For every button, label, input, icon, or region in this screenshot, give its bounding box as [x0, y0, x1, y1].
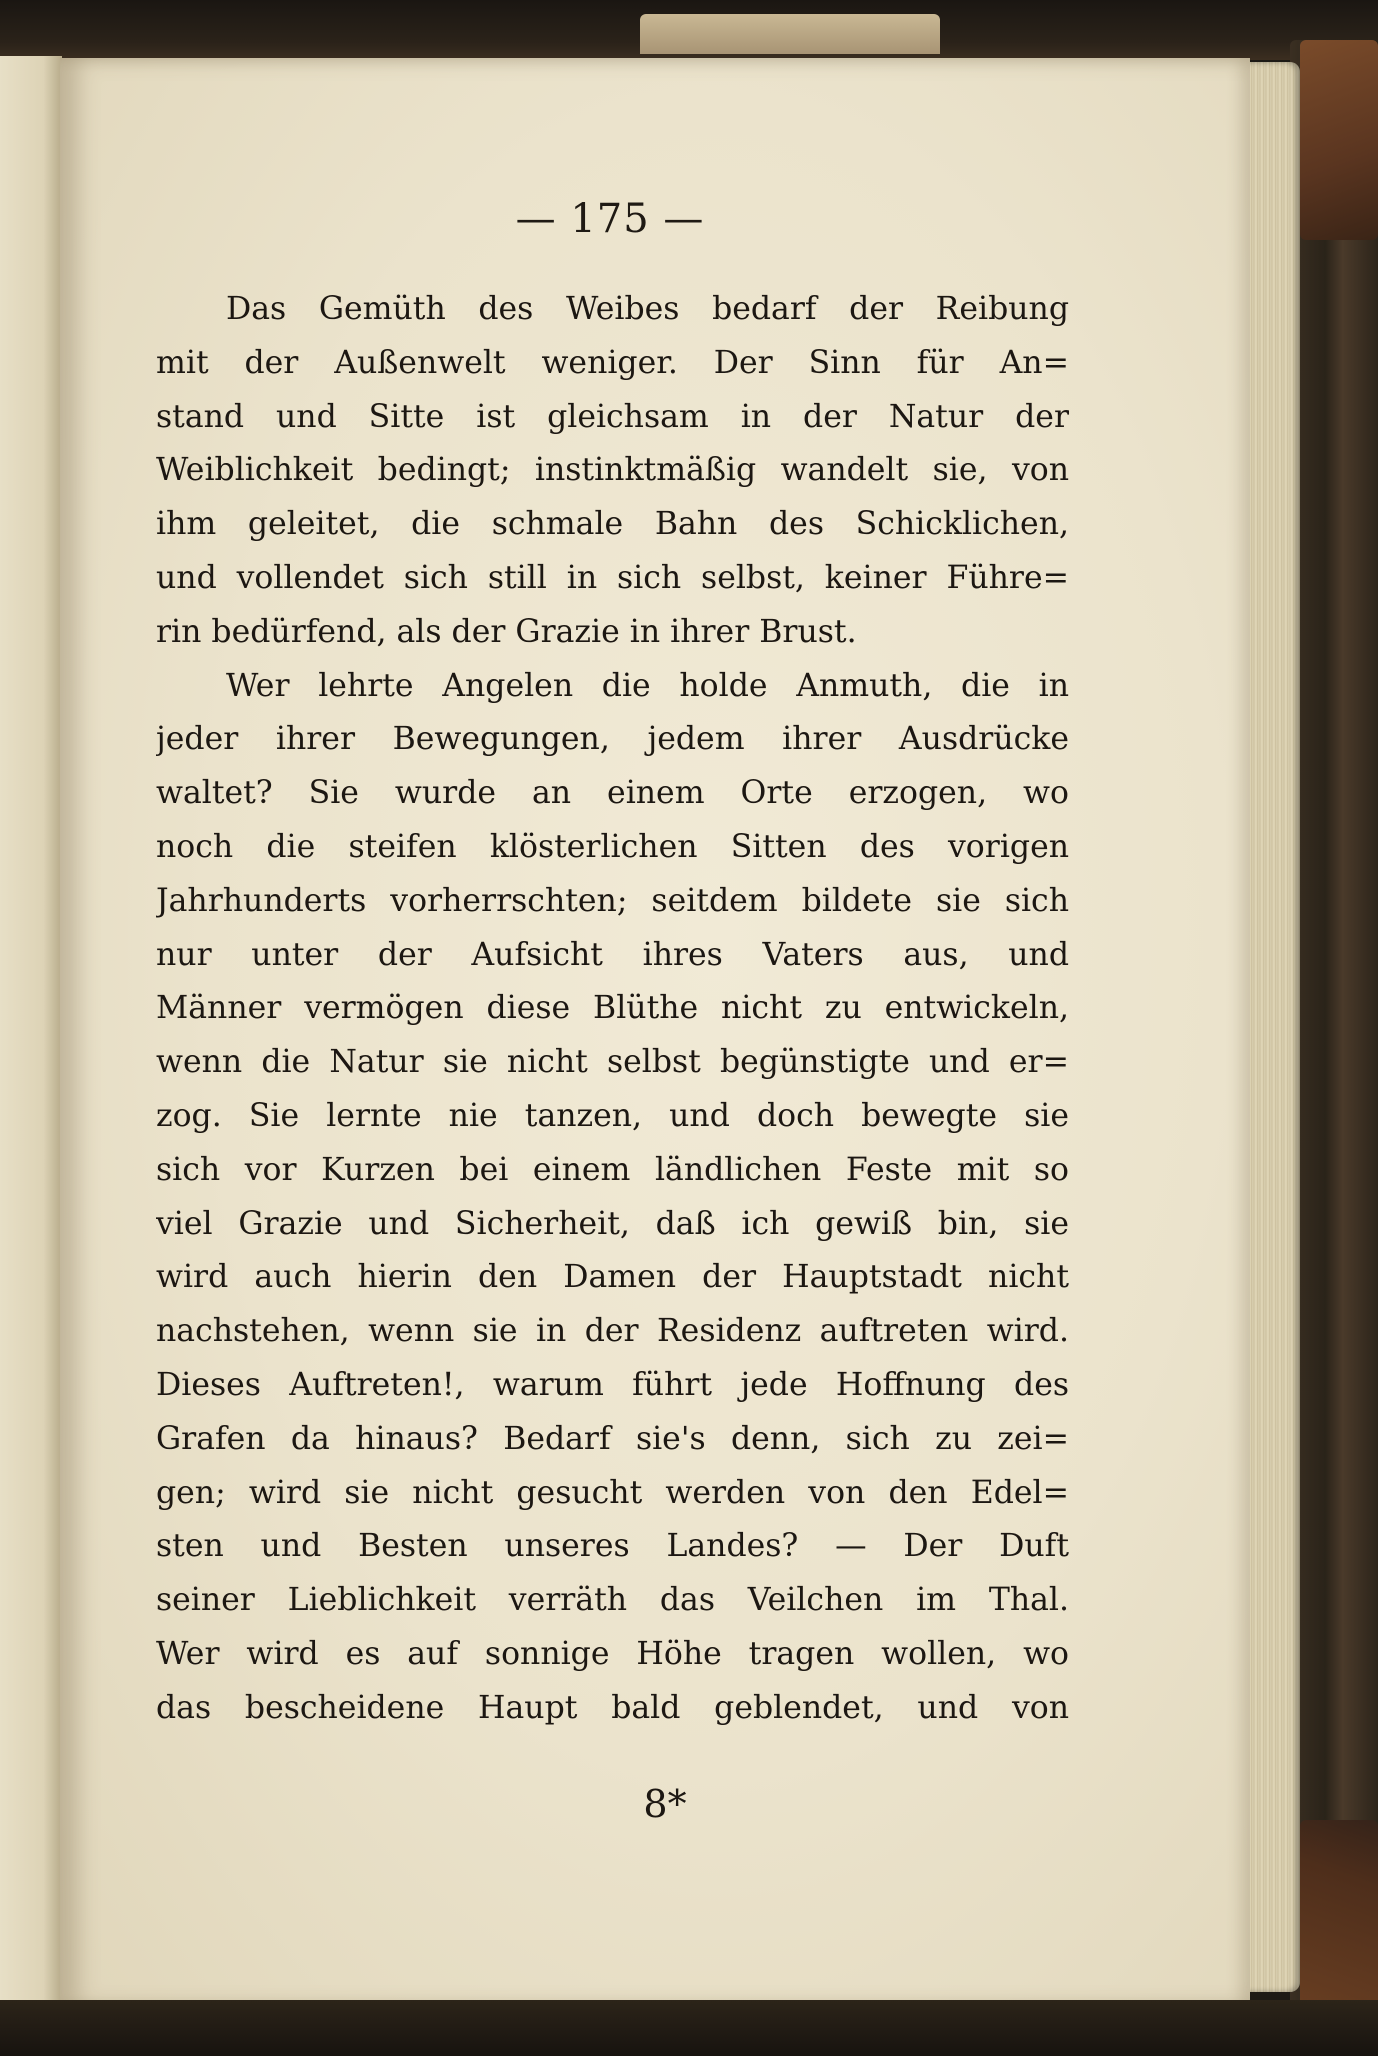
text-line: wird auch hierin den Damen der Hauptstadt nicht: [156, 1259, 1069, 1296]
text-line: mit der Außenwelt weniger. Der Sinn für An=: [156, 344, 1069, 381]
text-line: Jahrhunderts vorherrschten; seitdem bildete sie sich: [156, 882, 1069, 919]
text-line: noch die steifen klösterlichen Sitten des vorigen: [156, 828, 1069, 865]
text-line: Dieses Auftreten!, warum führt jede Hoffnung des: [156, 1366, 1069, 1403]
binding-bottom-edge: [0, 2000, 1378, 2056]
text-line: Wer lehrte Angelen die holde Anmuth, die in: [226, 667, 1069, 704]
book-page: [60, 58, 1250, 2008]
text-line: Männer vermögen diese Blüthe nicht zu entwickeln,: [156, 990, 1069, 1027]
text-line: und vollendet sich still in sich selbst, keiner Führe=: [156, 559, 1069, 596]
bookmark-tab: [640, 14, 940, 54]
text-line: sich vor Kurzen bei einem ländlichen Feste mit so: [156, 1151, 1069, 1188]
text-line: seiner Lieblichkeit verräth das Veilchen im Thal.: [156, 1582, 1069, 1619]
text-line: das bescheidene Haupt bald geblendet, und von: [156, 1689, 1069, 1726]
text-line: rin bedürfend, als der Grazie in ihrer Brust.: [156, 613, 857, 650]
text-line: Das Gemüth des Weibes bedarf der Reibung: [226, 291, 1069, 327]
text-line: waltet? Sie wurde an einem Orte erzogen, wo: [156, 775, 1069, 812]
text-line: jeder ihrer Bewegungen, jedem ihrer Ausdrücke: [156, 721, 1069, 758]
text-line: Grafen da hinaus? Bedarf sie's denn, sich zu zei=: [156, 1420, 1069, 1457]
previous-page-margin: [0, 56, 62, 2016]
leather-corner-top: [1300, 40, 1378, 240]
text-line: nur unter der Aufsicht ihres Vaters aus, und: [156, 936, 1069, 973]
text-line: viel Grazie und Sicherheit, daß ich gewiß bin, sie: [156, 1205, 1069, 1242]
text-line: stand und Sitte ist gleichsam in der Natur der: [156, 398, 1069, 435]
body-text: [156, 283, 1069, 1736]
leather-corner-bottom: [1300, 1820, 1378, 2020]
signature-mark: 8*: [643, 1782, 687, 1826]
text-line: Weiblichkeit bedingt; instinktmäßig wandelt sie, von: [156, 452, 1069, 489]
text-line: wenn die Natur sie nicht selbst begünstigte und er=: [156, 1044, 1069, 1081]
page-number: — 175 —: [515, 196, 705, 242]
book-cover-edge: [1290, 40, 1378, 2020]
text-line: nachstehen, wenn sie in der Residenz auftreten wird.: [156, 1313, 1069, 1350]
text-line: Wer wird es auf sonnige Höhe tragen wollen, wo: [156, 1635, 1069, 1672]
text-line: gen; wird sie nicht gesucht werden von den Edel=: [156, 1474, 1069, 1511]
text-line: sten und Besten unseres Landes? — Der Duft: [156, 1528, 1069, 1565]
text-line: zog. Sie lernte nie tanzen, und doch bewegte sie: [156, 1097, 1069, 1134]
text-line: ihm geleitet, die schmale Bahn des Schicklichen,: [156, 506, 1069, 543]
